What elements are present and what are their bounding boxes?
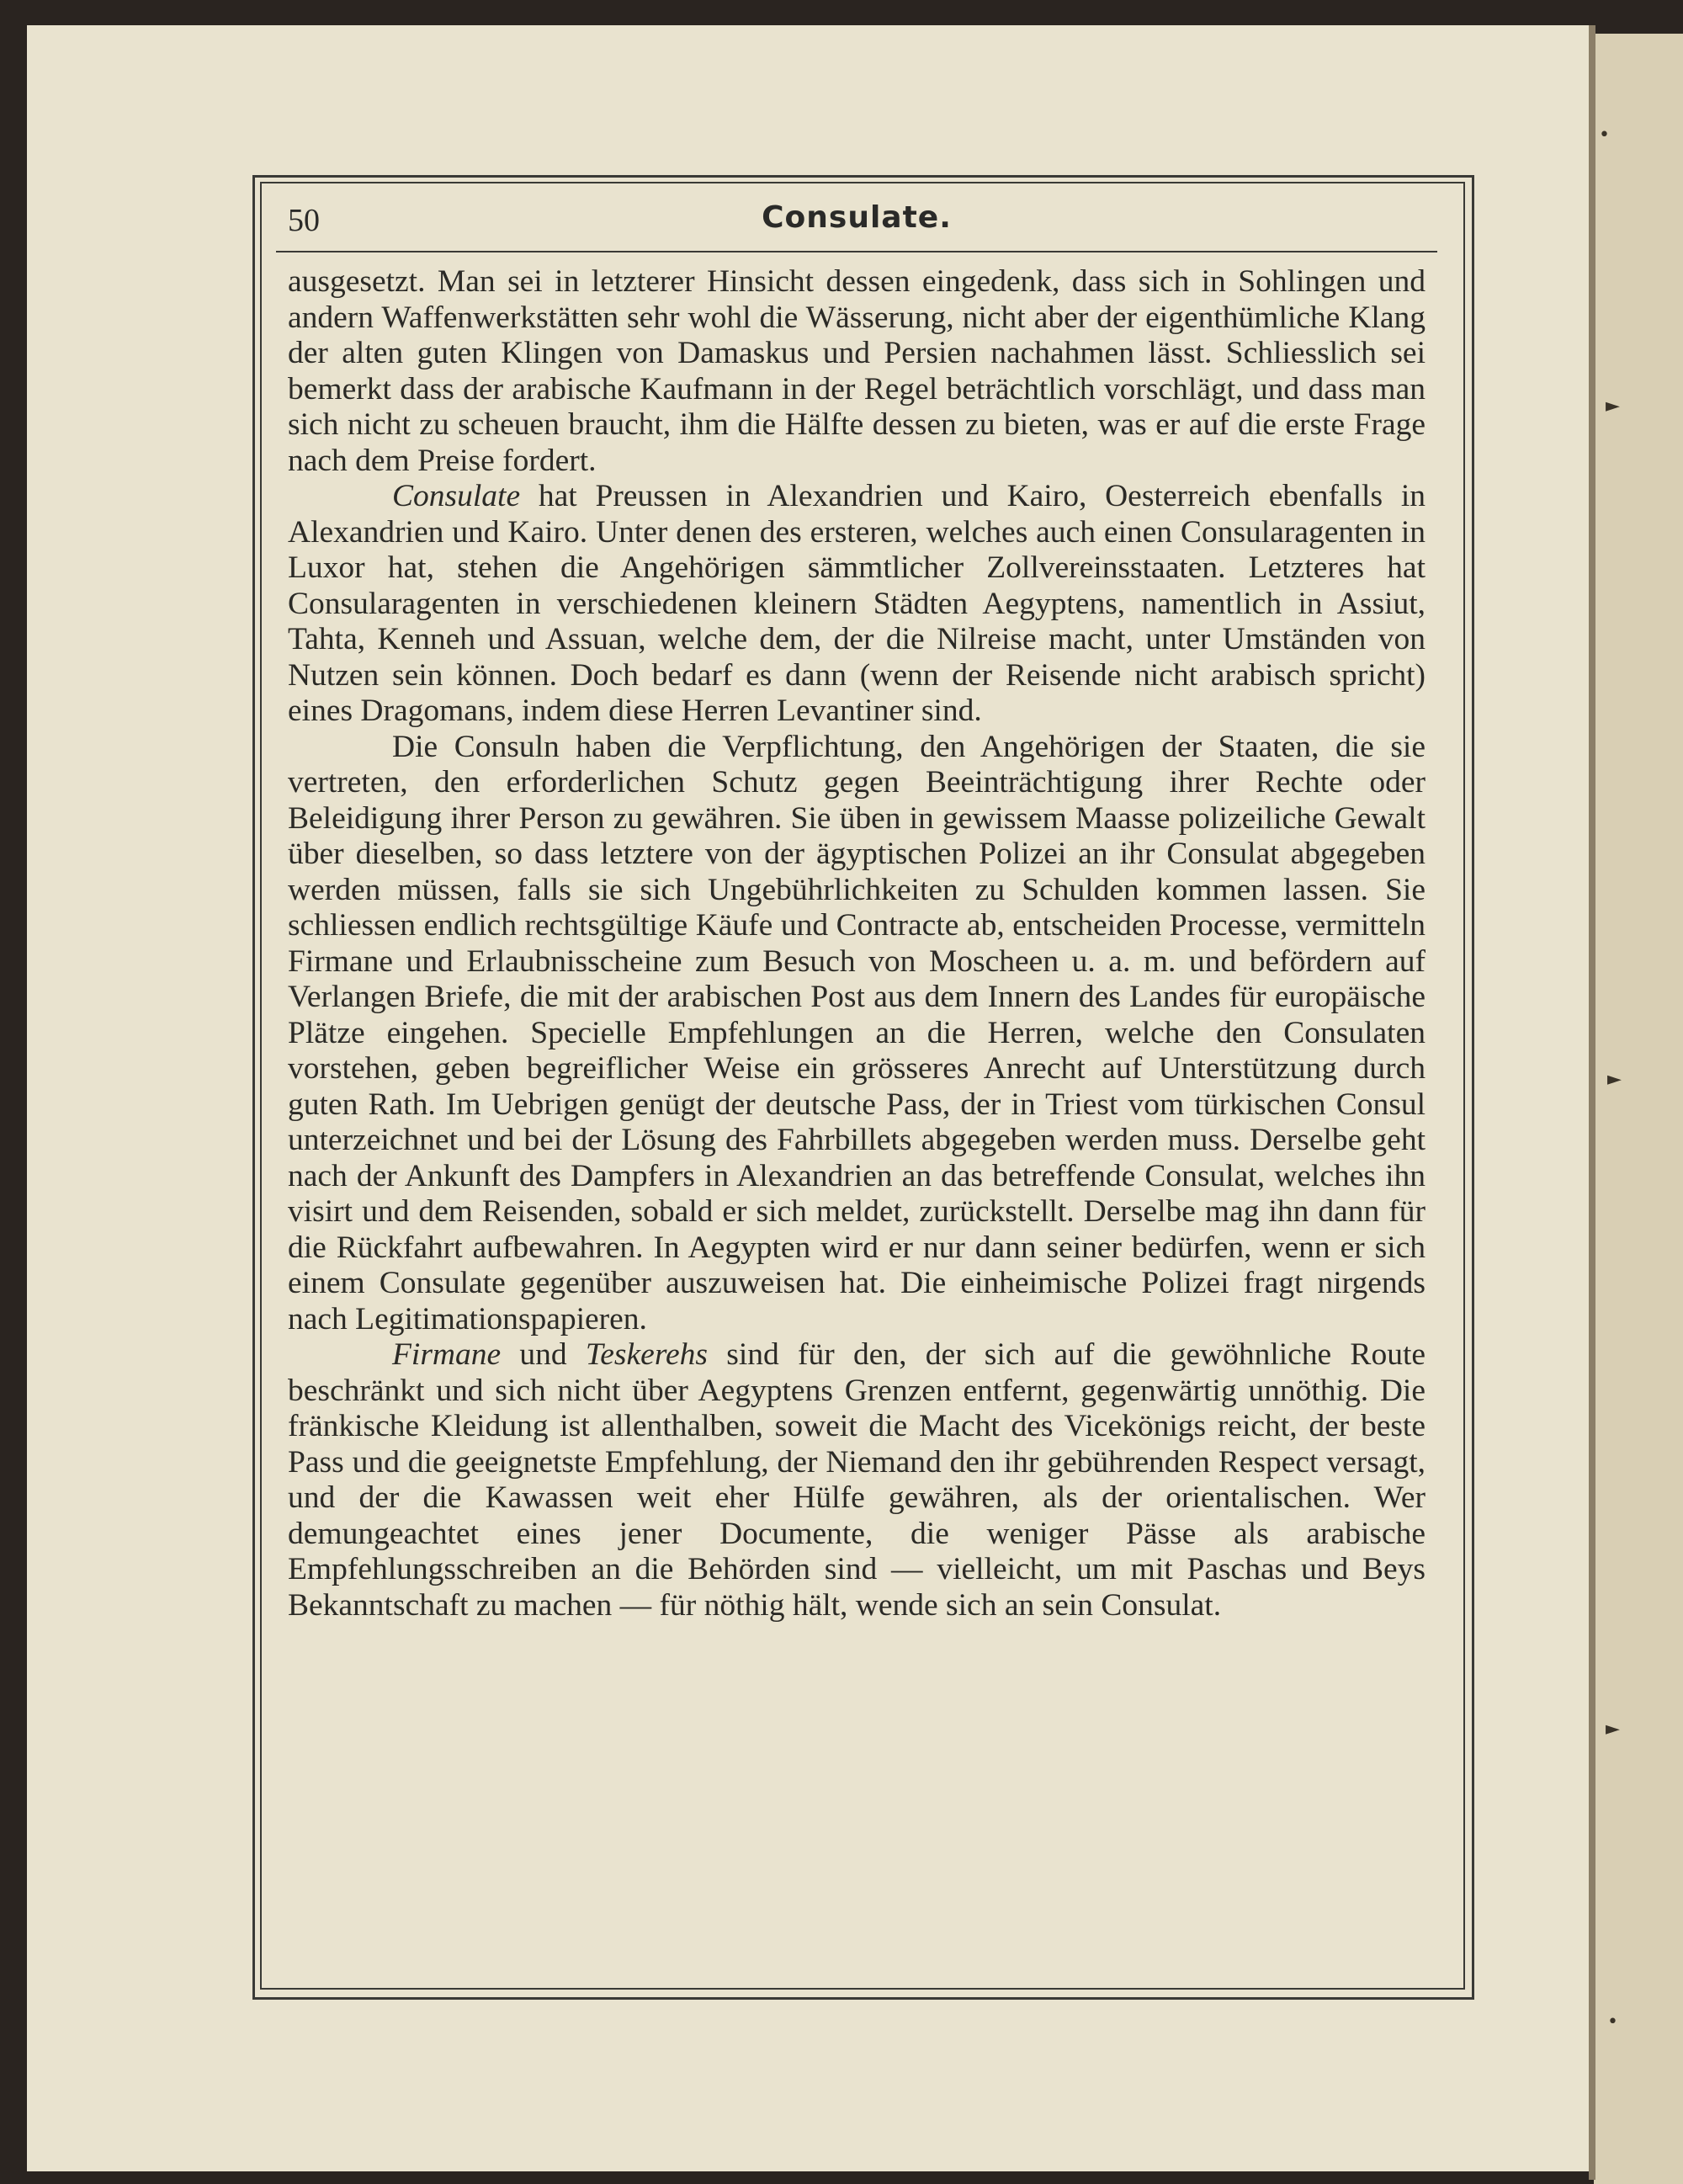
adjacent-page-edge — [1594, 34, 1683, 2184]
paragraph — [288, 730, 1426, 1338]
edge-marker-icon: • — [1607, 2011, 1618, 2033]
paragraph — [288, 1337, 1426, 1623]
italic-term: Teskerehs — [585, 1337, 709, 1372]
text-run: ausgesetzt. Man sei in letzterer Hinsicht dessen eingedenk, dass sich in Sohlingen und andern Waffenwerkstätten sehr wohl die Wässerung, nicht aber der eigenthümliche Klang der alten guten Klingen von Damaskus und Persien nachahmen lässt. Schliesslich sei bemerkt dass der arabische Kaufmann in der Regel beträchtlich vorschlägt, und dass man sich nicht zu scheuen braucht, ihm die Hälfte dessen zu bieten, was er auf die erste Frage nach dem Preise fordert. — [288, 264, 1426, 478]
binding-strip — [1589, 25, 1595, 2180]
body-text — [288, 264, 1426, 1623]
text-run: hat Preussen in Alexandrien und Kairo, Oesterreich ebenfalls in Alexandrien und Kairo. Unter denen des ersteren, welches auch einen Consularagenten in Luxor hat, stehen die Angehörigen sämmtlicher Zollvereinsstaaten. Letzteres hat Consularagenten in verschiedenen kleinern Städten Aegyptens, namentlich in Assiut, Tahta, Kenneh und Assuan, welche dem, der die Nilreise macht, unter Umständen von Nutzen sein können. Doch bedarf es dann (wenn der Reisende nicht arabisch spricht) eines Dragomans, indem diese Herren Levantiner sind. — [288, 479, 1426, 728]
page-header — [276, 190, 1437, 251]
italic-term: Consulate — [392, 479, 521, 513]
edge-marker-icon: • — [1599, 125, 1610, 146]
italic-term: Firmane — [392, 1337, 502, 1372]
edge-marker-icon: ► — [1606, 396, 1620, 417]
text-run: Die Consuln haben die Verpflichtung, den Angehörigen der Staaten, die sie vertreten, den erforderlichen Schutz gegen Beeinträchtigung ihrer Rechte oder Beleidigung ihrer Person zu gewähren. Sie üben in gewissem Maasse polizeiliche Gewalt über dieselben, so dass letztere von der ägyptischen Polizei an ihr Consulat abgegeben werden müssen, falls sie sich Ungebührlichkeiten zu Schulden kommen lassen. Sie schliessen endlich rechtsgültige Käufe und Contracte ab, entscheiden Processe, vermitteln Firmane und Erlaubnisscheine zum Besuch von Moscheen u. a. m. und befördern auf Verlangen Briefe, die mit der arabischen Post aus dem Innern des Landes für europäische Plätze eingehen. Specielle Empfehlungen an die Herren, welche den Consulaten vorstehen, geben begreiflicher Weise ein grösseres Anrecht auf Unterstützung durch guten Rath. Im Uebrigen genügt der deutsche Pass, der in Triest vom türkischen Consul unterzeichnet und bei der Lösung des Fahrbillets abgegeben werden muss. Derselbe geht nach der Ankunft des Dampfers in Alexandrien an das betreffende Consulat, welches ihn visirt und dem Reisenden, sobald er sich meldet, zurückstellt. Derselbe mag ihn dann für die Rückfahrt aufbewahren. In Aegypten wird er nur dann seiner bedürfen, wenn er sich einem Consulate gegenüber auszuweisen hat. Die einheimische Polizei fragt nirgends nach Legitimationspapieren. — [288, 729, 1426, 1336]
edge-marker-icon: ► — [1606, 1719, 1620, 1740]
paragraph — [288, 479, 1426, 730]
running-title: Consulate. — [762, 200, 952, 235]
text-run: sind für den, der sich auf die gewöhnliche Route beschränkt und sich nicht über Aegyptens Grenzen entfernt, gegenwärtig unnöthig. Die fränkische Kleidung ist allenthalben, soweit die Macht des Vicekönigs reicht, der beste Pass und die geeignetste Empfehlung, der Niemand den ihr gebührenden Respect versagt, und der die Kawassen weit eher Hülfe gewähren, als der orientalischen. Wer demungeachtet eines jener Documente, die weniger Pässe als arabische Empfehlungsschreiben an die Behörden sind — vielleicht, um mit Paschas und Beys Bekanntschaft zu machen — für nöthig hält, wende sich an sein Consulat. — [288, 1337, 1426, 1623]
page-content — [276, 190, 1437, 1974]
paragraph — [288, 264, 1426, 479]
header-rule — [276, 251, 1437, 252]
page-number: 50 — [288, 203, 320, 238]
edge-marker-icon: ► — [1607, 1069, 1622, 1090]
text-run: und — [501, 1337, 586, 1372]
